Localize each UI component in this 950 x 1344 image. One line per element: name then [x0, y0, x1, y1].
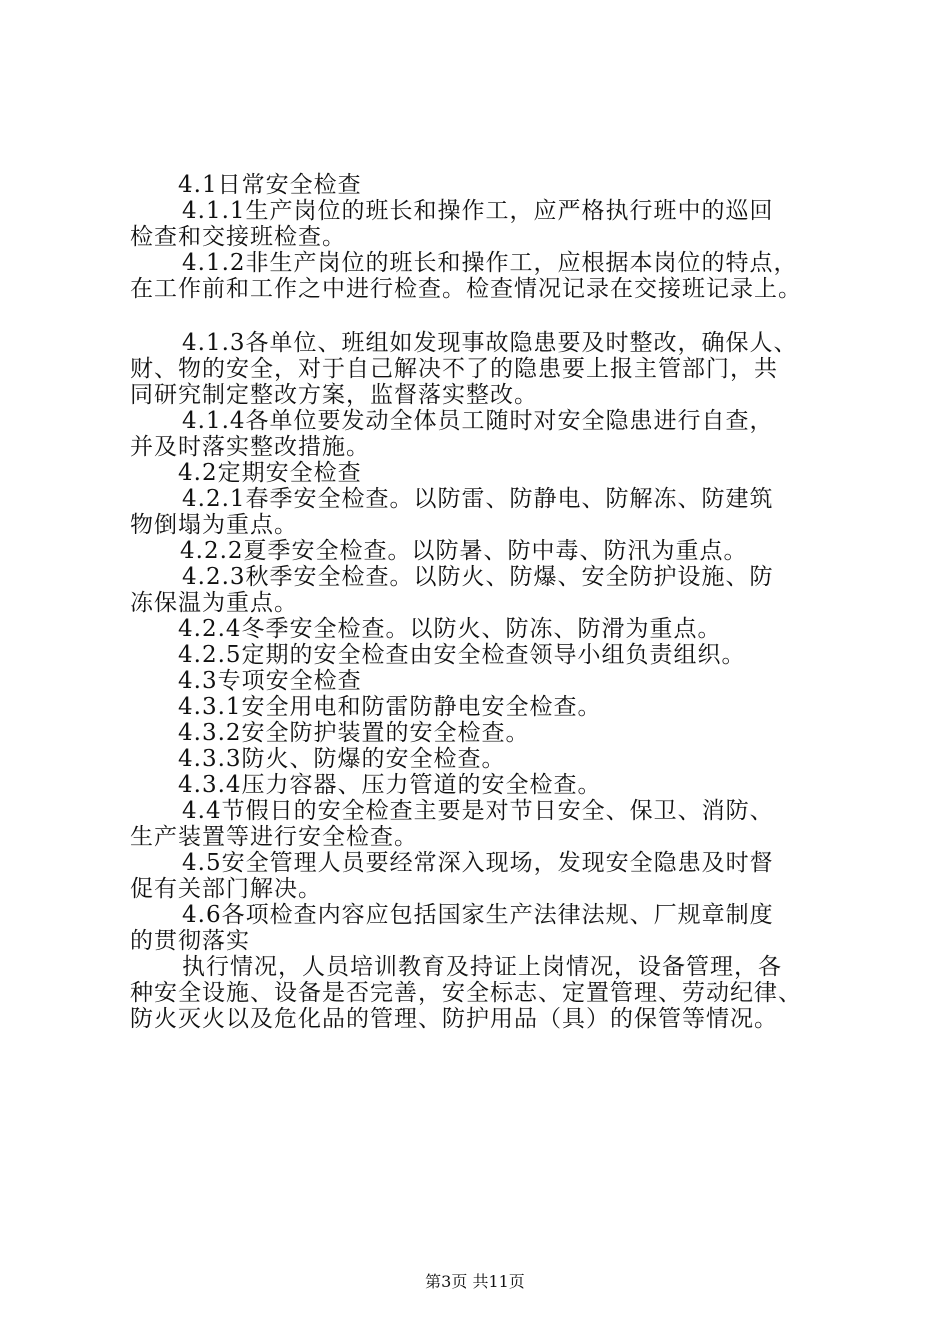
paragraph-4-6-line-1: 4.6各项检查内容应包括国家生产法律法规、厂规章制度 [182, 902, 774, 928]
paragraph-gap [130, 302, 840, 330]
paragraph-4-2-5: 4.2.5定期的安全检查由安全检查领导小组负责组织。 [178, 642, 746, 668]
paragraph-4-5-line-1: 4.5安全管理人员要经常深入现场，发现安全隐患及时督 [182, 850, 774, 876]
document-body [130, 172, 840, 1032]
paragraph-4-3-3: 4.3.3防火、防爆的安全检查。 [178, 746, 506, 772]
page-footer: 第3页 共11页 [425, 1272, 525, 1291]
paragraph-4-1-1-line-1: 4.1.1生产岗位的班长和操作工，应严格执行班中的巡回 [182, 198, 774, 224]
paragraph-4-1-3-line-1: 4.1.3各单位、班组如发现事故隐患要及时整改，确保人、 [182, 330, 798, 356]
paragraph-4-6-line-2: 的贯彻落实 [130, 928, 250, 954]
paragraph-4-2-3-line-2: 冻保温为重点。 [130, 590, 298, 616]
paragraph-4-1-4-line-2: 并及时落实整改措施。 [130, 434, 370, 460]
paragraph-4-1-3-line-2: 财、物的安全，对于自己解决不了的隐患要上报主管部门，共 [130, 356, 778, 382]
section-heading-4-2: 4.2定期安全检查 [178, 460, 362, 486]
paragraph-4-6-cont-line-3: 防火灭火以及危化品的管理、防护用品（具）的保管等情况。 [130, 1006, 778, 1032]
paragraph-4-2-1-line-1: 4.2.1春季安全检查。以防雷、防静电、防解冻、防建筑 [182, 486, 774, 512]
paragraph-4-1-4-line-1: 4.1.4各单位要发动全体员工随时对安全隐患进行自查， [182, 408, 774, 434]
section-heading-4-1: 4.1日常安全检查 [178, 172, 362, 198]
paragraph-4-6-cont-line-2: 种安全设施、设备是否完善，安全标志、定置管理、劳动纪律、 [130, 980, 802, 1006]
paragraph-4-4-line-2: 生产装置等进行安全检查。 [130, 824, 418, 850]
paragraph-4-3-1: 4.3.1安全用电和防雷防静电安全检查。 [178, 694, 602, 720]
paragraph-4-2-3-line-1: 4.2.3秋季安全检查。以防火、防爆、安全防护设施、防 [182, 564, 774, 590]
section-heading-4-3: 4.3专项安全检查 [178, 668, 362, 694]
paragraph-4-4-line-1: 4.4节假日的安全检查主要是对节日安全、保卫、消防、 [182, 798, 774, 824]
paragraph-4-2-1-line-2: 物倒塌为重点。 [130, 512, 298, 538]
paragraph-4-2-4: 4.2.4冬季安全检查。以防火、防冻、防滑为重点。 [178, 616, 722, 642]
paragraph-4-3-4: 4.3.4压力容器、压力管道的安全检查。 [178, 772, 602, 798]
paragraph-4-1-1-line-2: 检查和交接班检查。 [130, 224, 346, 250]
paragraph-4-3-2: 4.3.2安全防护装置的安全检查。 [178, 720, 530, 746]
paragraph-4-1-2-line-2: 在工作前和工作之中进行检查。检查情况记录在交接班记录上。 [130, 276, 802, 302]
paragraph-4-1-3-line-3: 同研究制定整改方案，监督落实整改。 [130, 382, 538, 408]
paragraph-4-1-2-line-1: 4.1.2非生产岗位的班长和操作工，应根据本岗位的特点， [182, 250, 798, 276]
paragraph-4-2-2: 4.2.2夏季安全检查。以防暑、防中毒、防汛为重点。 [180, 538, 748, 564]
paragraph-4-6-cont-line-1: 执行情况，人员培训教育及持证上岗情况，设备管理，各 [182, 954, 782, 980]
paragraph-4-5-line-2: 促有关部门解决。 [130, 876, 322, 902]
